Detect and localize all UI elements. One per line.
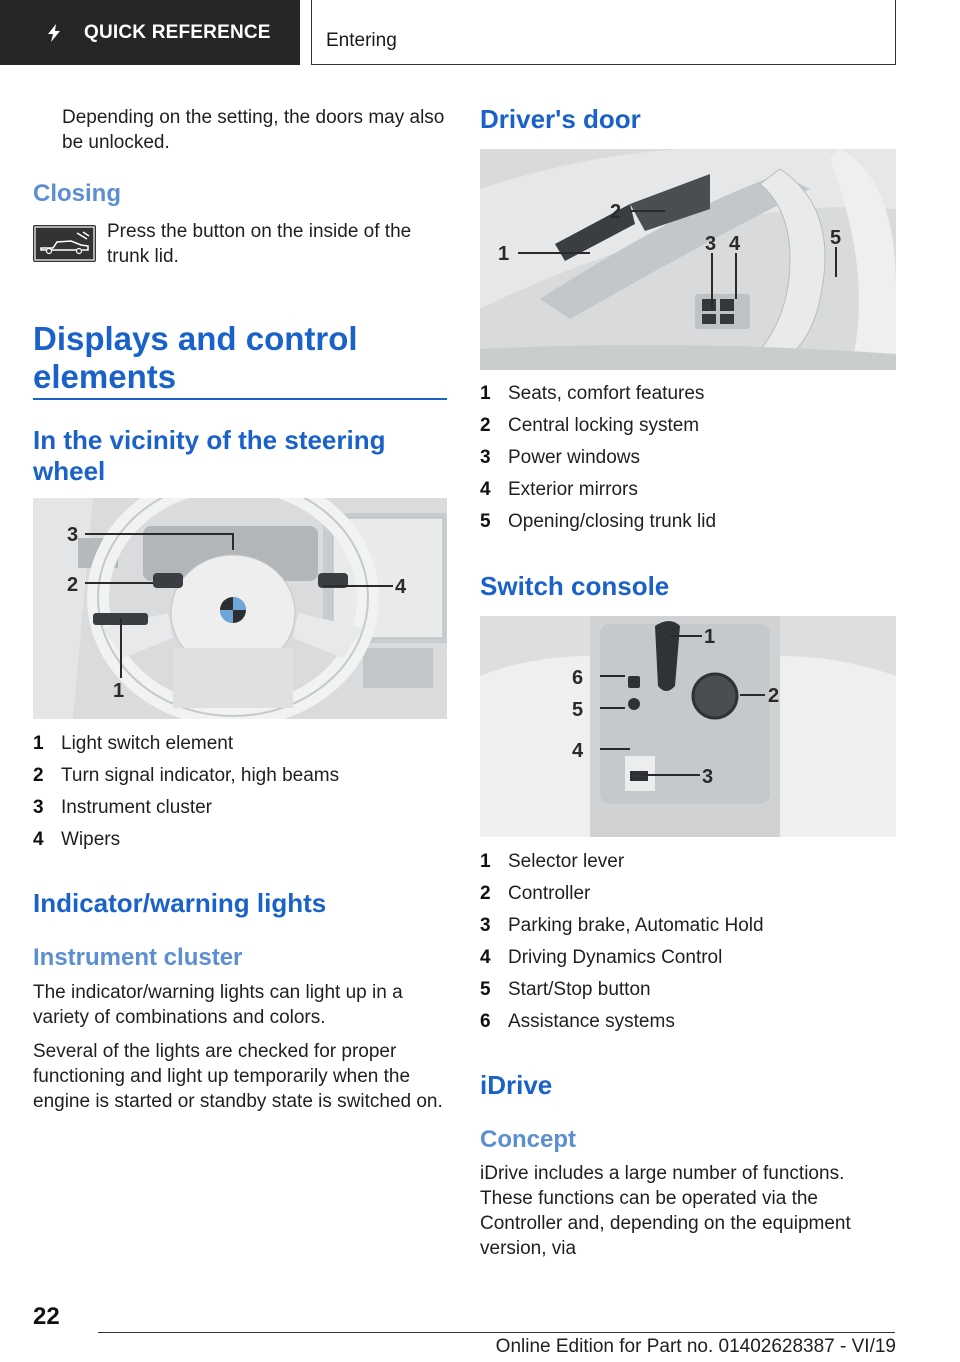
legend-item [480,947,896,979]
drivers-door-heading: Driver's door [480,104,641,134]
lightning-bolt-icon [44,23,64,43]
indicator-heading: Indicator/warning lights [33,888,327,918]
legend-label: Turn signal indicator, high beams [61,765,340,786]
idrive-heading: iDrive [480,1070,553,1100]
legend-label: Selector lever [508,851,625,872]
svg-text:3: 3 [67,524,79,546]
legend-label: Light switch element [61,733,234,754]
legend-label: Assistance systems [508,1011,675,1032]
edition-text: Online Edition for Part no. 01402628387 - VI/19 [495,1336,896,1357]
trunk-close-icon [33,225,96,262]
legend-item [480,415,896,447]
legend-label: Instrument cluster [61,797,212,818]
legend-number: 5 [480,511,491,532]
closing-heading: Closing [33,180,121,207]
legend-label: Parking brake, Automatic Hold [508,915,764,936]
legend-label: Wipers [61,829,121,850]
legend-number: 3 [480,447,491,468]
steering-legend [33,733,447,861]
svg-text:1: 1 [704,626,716,648]
closing-text: Press the button on the inside of the trunk lid. [107,221,412,267]
legend-number: 2 [33,765,44,786]
svg-text:2: 2 [67,574,79,596]
svg-text:1: 1 [498,243,510,265]
svg-text:3: 3 [702,766,714,788]
legend-number: 2 [480,415,491,436]
legend-item [33,797,447,829]
legend-label: Start/Stop button [508,979,651,1000]
console-legend [480,851,896,1043]
svg-text:4: 4 [395,576,407,598]
switch-console-figure [480,616,896,837]
legend-item [480,1011,896,1043]
concept-subheading: Concept [480,1126,576,1153]
displays-heading: Displays and control elements [33,320,358,395]
indicator-para-1: The indicator/warning lights can light up in a variety of combinations and colors. [33,982,403,1028]
svg-text:5: 5 [830,227,842,249]
legend-label: Seats, comfort features [508,383,705,404]
legend-item [33,765,447,797]
svg-text:2: 2 [768,685,780,707]
chapter-header [311,0,896,65]
legend-number: 3 [480,915,491,936]
legend-number: 4 [33,829,44,850]
drivers-door-figure [480,149,896,370]
legend-item [480,915,896,947]
legend-item [480,979,896,1011]
legend-label: Controller [508,883,591,904]
svg-text:1: 1 [113,680,125,702]
legend-label: Power windows [508,447,640,468]
legend-number: 1 [480,851,491,872]
legend-item [33,733,447,765]
legend-item [480,479,896,511]
door-legend [480,383,896,543]
steering-heading: In the vicinity of the steering wheel [33,425,386,486]
footer-rule [98,1332,895,1333]
legend-item [33,829,447,861]
svg-text:3: 3 [705,233,717,255]
legend-number: 2 [480,883,491,904]
legend-number: 4 [480,479,491,500]
legend-item [480,851,896,883]
heading-rule [33,398,447,400]
legend-number: 3 [33,797,44,818]
legend-number: 5 [480,979,491,1000]
idrive-text: iDrive includes a large number of functions. These functions can be operated via the Controller and, depending on the equipment version, via [480,1163,851,1259]
legend-number: 1 [480,383,491,404]
svg-text:6: 6 [572,667,584,689]
chapter-title: Entering [326,30,397,51]
steering-wheel-figure [33,498,447,719]
svg-text:4: 4 [572,740,584,762]
legend-item [480,511,896,543]
legend-number: 1 [33,733,44,754]
section-tab[interactable] [0,0,300,65]
legend-item [480,883,896,915]
legend-label: Driving Dynamics Control [508,947,723,968]
svg-text:4: 4 [729,233,741,255]
legend-number: 6 [480,1011,491,1032]
legend-label: Central locking system [508,415,700,436]
indicator-para-2: Several of the lights are checked for proper functioning and light up temporarily when the engine is started or standby state is switched on. [33,1041,443,1112]
section-tab-label: QUICK REFERENCE [84,21,271,43]
instrument-cluster-subheading: Instrument cluster [33,944,243,971]
legend-number: 4 [480,947,491,968]
svg-text:5: 5 [572,699,584,721]
legend-item [480,383,896,415]
switch-console-heading: Switch console [480,571,670,601]
intro-text: Depending on the setting, the doors may also be unlocked. [62,107,445,153]
page-number: 22 [33,1303,60,1330]
legend-label: Opening/closing trunk lid [508,511,717,532]
legend-item [480,447,896,479]
legend-label: Exterior mirrors [508,479,638,500]
svg-text:2: 2 [610,201,622,223]
